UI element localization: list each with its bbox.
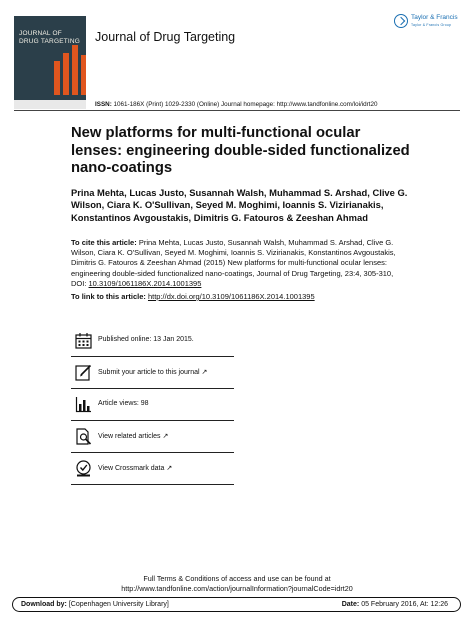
- bar-chart-icon: [75, 396, 92, 413]
- journal-cover-image: [14, 16, 86, 109]
- article-authors: Prina Mehta, Lucas Justo, Susannah Walsh, Muhammad S. Arshad, Clive G. Wilson, Ciara K. O'Sullivan, Seyed M. Moghimi, Ioannis S. Vizirianakis, Konstantinos Avgoustakis, Dimitris G. Fatouros & Zeeshan Ahmad: [71, 187, 408, 223]
- crossmark-link[interactable]: [98, 464, 172, 472]
- downloaded-by-value: [Copenhagen University Library]: [68, 601, 169, 608]
- crossmark-icon: [75, 460, 92, 477]
- external-link-icon: ↗: [162, 433, 169, 440]
- cover-title-line2: DRUG TARGETING: [19, 37, 81, 45]
- published-online-label: Published online: 13 Jan 2015.: [98, 336, 194, 343]
- article-link-line: [71, 292, 411, 302]
- download-date: [342, 601, 448, 608]
- download-info-bar: [12, 597, 461, 612]
- article-doi-link[interactable]: http://dx.doi.org/10.3109/1061186X.2014.1001395: [147, 292, 315, 301]
- cover-title-line1: JOURNAL OF: [19, 30, 62, 37]
- related-articles-link[interactable]: [98, 432, 168, 440]
- download-date-label: Date:: [341, 601, 360, 608]
- citation-block: [71, 238, 406, 289]
- terms-notice: [0, 574, 474, 593]
- search-document-icon: [75, 428, 92, 445]
- downloaded-by-label: Download by:: [21, 601, 67, 608]
- submit-article-label: Submit your article to this journal: [98, 369, 200, 376]
- publisher-logo-icon: [394, 14, 408, 28]
- cover-footer-band: [14, 100, 86, 109]
- calendar-icon: [75, 332, 92, 349]
- cite-text: Prina Mehta, Lucas Justo, Susannah Walsh, Muhammad S. Arshad, Clive G. Wilson, Ciara K. O'Sullivan, Seyed M. Moghimi, Ioannis S. Vizirianakis, Konstantinos Avgoustakis, Dimitris G. Fatouros & Zeeshan Ahmad (2015) New platforms for multi-functional ocular lenses: engineering double-sided functionalized nano-coatings, Journal of Drug Targeting, 23:4, 305-310, DOI:: [71, 238, 396, 288]
- article-title: New platforms for multi-functional ocular lenses: engineering double-sided functionalized nano-coatings: [71, 125, 410, 176]
- cover-stripe: [72, 45, 78, 95]
- issn-text: 1061-186X (Print) 1029-2330 (Online) Journal homepage:: [113, 101, 275, 108]
- article-views-row: [71, 389, 234, 421]
- edit-icon: [75, 364, 92, 381]
- link-label: To link to this article:: [71, 292, 146, 301]
- cite-doi-link[interactable]: 10.3109/1061186X.2014.1001395: [88, 278, 202, 288]
- downloaded-by: [21, 601, 169, 608]
- external-link-icon: ↗: [166, 465, 173, 472]
- row-divider: [71, 484, 234, 485]
- publisher-subname: Taylor & Francis Group: [411, 23, 452, 27]
- article-views-label: Article views: 98: [98, 400, 149, 407]
- published-online-row: [71, 325, 234, 357]
- cover-stripe: [63, 53, 69, 95]
- cite-label: To cite this article:: [71, 238, 137, 247]
- crossmark-row[interactable]: [71, 453, 234, 485]
- publisher-name: Taylor & Francis: [411, 14, 458, 21]
- cover-title: [19, 30, 80, 45]
- cover-stripe: [81, 55, 86, 95]
- issn-line: [95, 101, 377, 108]
- issn-label: ISSN:: [95, 101, 112, 108]
- related-articles-label: View related articles: [98, 433, 161, 440]
- submit-article-link[interactable]: [98, 368, 207, 376]
- journal-homepage-link[interactable]: http://www.tandfonline.com/loi/idrt20: [276, 101, 378, 108]
- submit-article-row[interactable]: [71, 357, 234, 389]
- crossmark-label: View Crossmark data: [98, 465, 165, 472]
- terms-line: Full Terms & Conditions of access and use can be found at: [143, 574, 331, 583]
- header-divider: [14, 110, 460, 111]
- journal-title: Journal of Drug Targeting: [95, 30, 236, 44]
- download-date-value: 05 February 2016, At: 12:26: [361, 601, 448, 608]
- publisher-logo: [394, 12, 462, 34]
- external-link-icon: ↗: [201, 369, 208, 376]
- cover-stripe: [54, 61, 60, 95]
- terms-url-link[interactable]: http://www.tandfonline.com/action/journalInformation?journalCode=idrt20: [121, 583, 353, 593]
- related-articles-row[interactable]: [71, 421, 234, 453]
